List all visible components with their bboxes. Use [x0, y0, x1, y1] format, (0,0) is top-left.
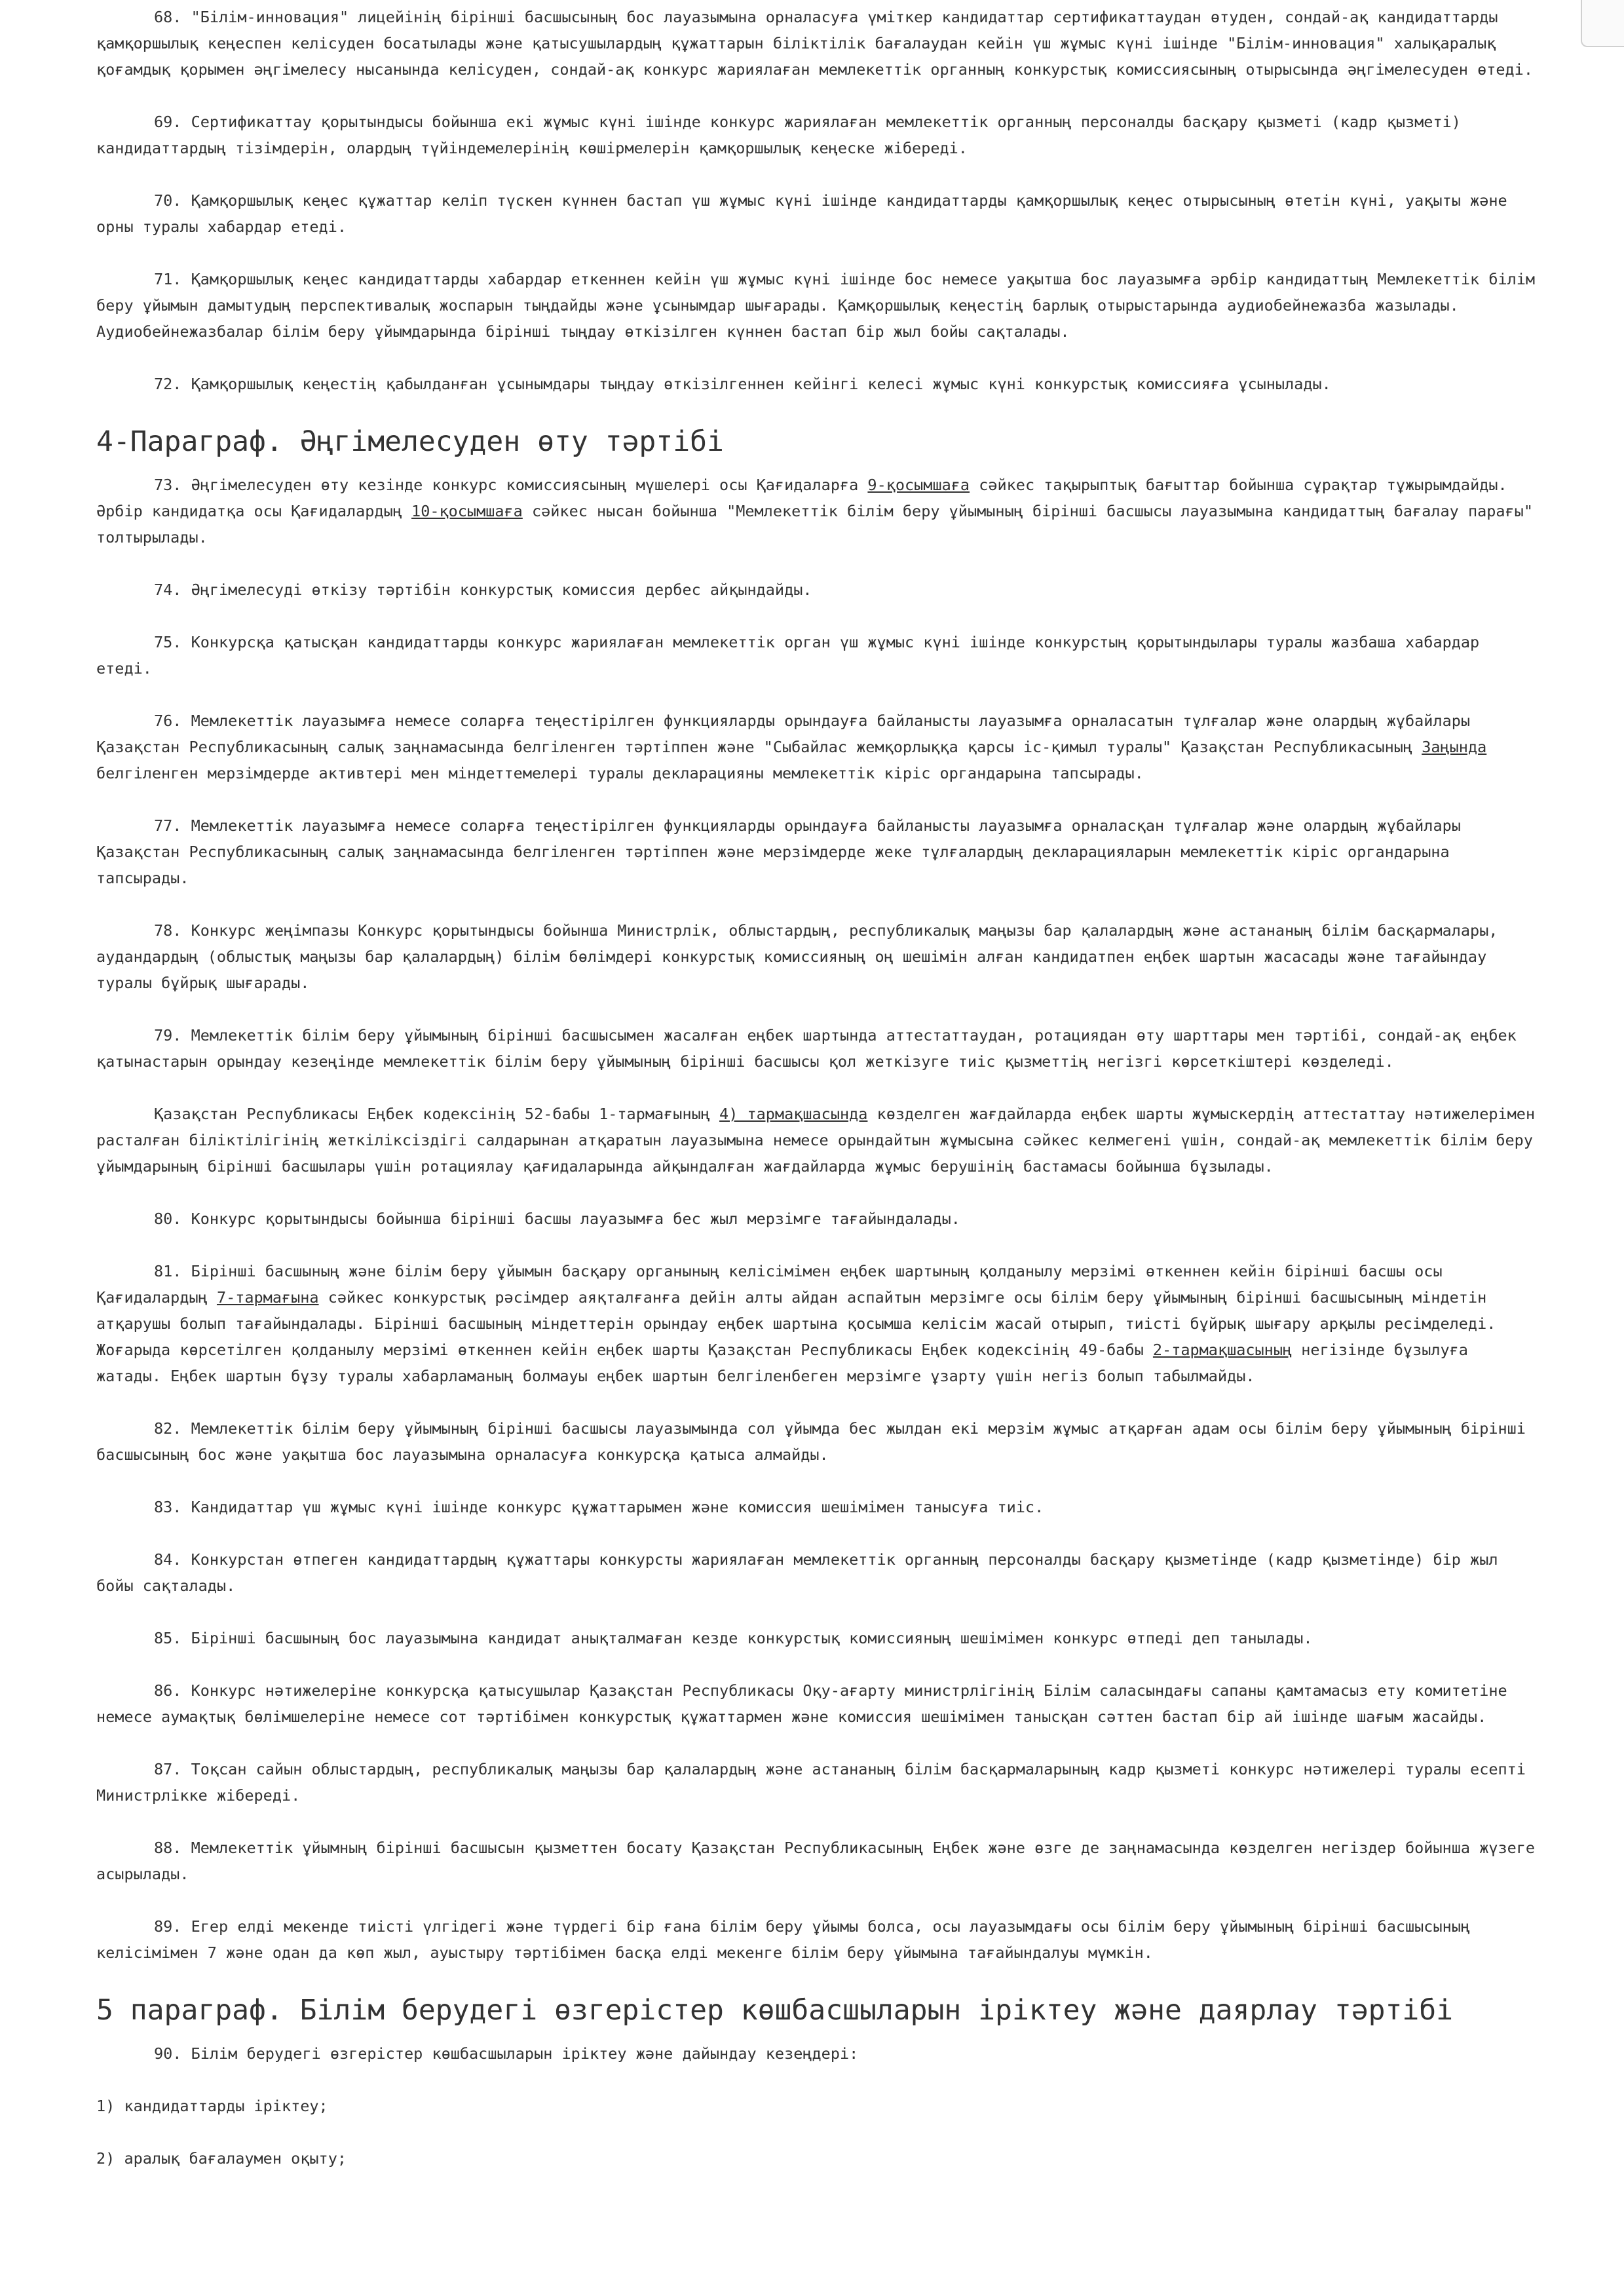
paragraph-81 [96, 1258, 1538, 1389]
paragraph-76-text-a: 76. Мемлекеттік лауазымға немесе соларға теңестірілген функцияларды орындауға байланысты лауазымға орналасатын тұлғалар және олардың жұбайлары Қазақстан Республикасының салық заңнамасында белгіленген тәртіппен және "Сыбайлас жемқорлыққа қарсы іс-қимыл туралы" Қазақстан Республикасының [96, 712, 1471, 756]
item-7-link[interactable]: 7-тармағына [216, 1288, 319, 1307]
paragraph-82: 82. Мемлекеттік білім беру ұйымының бірінші басшысы лауазымында сол ұйымда бес жылдан екі мерзім жұмыс атқарған адам осы білім беру ұйымының бірінші басшысының бос және уақытша бос лауазымына орналасуға конкурсқа қатыса алмайды. [96, 1419, 1526, 1464]
section-heading-4: 4-Параграф. Әңгімелесуден өту тәртібі [96, 425, 724, 458]
paragraph-73-text-c: сәйкес нысан бойынша "Мемлекеттік білім беру ұйымының бірінші басшысы лауазымына кандидаттың бағалау парағы" толтырылады. [96, 502, 1533, 546]
paragraph-79b-text-b: көзделген жағдайларда еңбек шарты жұмыскердің аттестаттау нәтижелерімен расталған біліктілігінің жеткіліксіздігі салдарынан атқаратын лауазымына немесе орындайтын жұмысына сәйкес келмегені үшін, сондай-ақ мемлекеттік білім беру ұйымдарының бірінші басшылары үшін ротациялау қағидаларында айқындалған жағдайларда жұмыс берушінің бастамасы бойынша бұзылады. [96, 1105, 1536, 1176]
page-corner-tab [1581, 0, 1624, 47]
subparagraph-2-link[interactable]: 2-тармақшасының [1152, 1341, 1293, 1359]
paragraph-78: 78. Конкурс жеңімпазы Конкурс қорытындысы бойынша Министрлік, облыстардың, республикалық маңызы бар қалалардың және астананың білім басқармалары, аудандардың (облыстық маңызы бар қалалардың) білім бөлімдері конкурстық комиссияның оң шешімін алған кандидатпен еңбек шартын жасасады және тағайындау туралы бұйрық шығарады. [96, 921, 1498, 992]
paragraph-76 [96, 708, 1538, 786]
paragraph-72: 72. Қамқоршылық кеңестің қабылданған ұсынымдары тыңдау өткізілгеннен кейінгі келесі жұмыс күні конкурстық комиссияға ұсынылады. [154, 375, 1331, 393]
list-item-2: 2) аралық бағалаумен оқыту; [96, 2149, 347, 2168]
law-link[interactable]: Заңында [1422, 738, 1487, 756]
paragraph-77: 77. Мемлекеттік лауазымға немесе соларға теңестірілген функцияларды орындауға байланысты лауазымға орналасқан тұлғалар және олардың жұбайлары Қазақстан Республикасының салық заңнамасында белгіленген тәртіппен және мерзімдерде жеке тұлғалардың декларацияларын мемлекеттік кіріс органдарына тапсырады. [96, 816, 1461, 887]
paragraph-85: 85. Бірінші басшының бос лауазымына кандидат анықталмаған кезде конкурстық комиссияның шешімімен конкурс өтпеді деп танылады. [154, 1629, 1313, 1647]
paragraph-69: 69. Сертификаттау қорытындысы бойынша екі жұмыс күні ішінде конкурс жариялаған мемлекеттік органның персоналды басқару қызметі (кадр қызметі) кандидаттардың тізімдерін, олардың түйіндемелерінің көшірмелерін қамқоршылық кеңеске жібереді. [96, 113, 1461, 157]
paragraph-87: 87. Тоқсан сайын облыстардың, республикалық маңызы бар қалалардың және астананың білім басқармаларының кадр қызметі конкурс нәтижелері туралы есепті Министрлікке жібереді. [96, 1760, 1526, 1805]
section-heading-5: 5 параграф. Білім берудегі өзгерістер көшбасшыларын іріктеу және даярлау тәртібі [96, 1994, 1454, 2027]
paragraph-73-text-b: сәйкес тақырыптық бағыттар бойынша сұрақтар тұжырымдайды. Әрбір кандидатқа осы Қағидалардың [96, 476, 1507, 520]
paragraph-81-text-b: сәйкес конкурстық рәсімдер аяқталғанға дейін алты айдан аспайтын мерзімге осы білім беру ұйымының бірінші басшысының міндетін атқарушы болып тағайындалады. Бірінші басшының міндеттерін орындау еңбек шартына қосымша келісім жасай отырып, тиісті бұйрық шығару арқылы ресімделеді. Жоғарыда көрсетілген қолданылу мерзімі өткеннен кейін еңбек шарты Қазақстан Республикасы Еңбек кодексінің 49-бабы [96, 1288, 1496, 1359]
paragraph-81-text-c: негізінде бұзылуға жатады. Еңбек шартын бұзу туралы хабарламаның болмауы еңбек шартын белгіленбеген мерзімге ұзарту үшін негіз болып табылмайды. [96, 1341, 1468, 1385]
paragraph-74: 74. Әңгімелесуді өткізу тәртібін конкурстық комиссия дербес айқындайды. [154, 581, 812, 599]
paragraph-80: 80. Конкурс қорытындысы бойынша бірінші басшы лауазымға бес жыл мерзімге тағайындалады. [154, 1210, 960, 1228]
paragraph-79-continuation [96, 1101, 1538, 1179]
list-item-1: 1) кандидаттарды іріктеу; [96, 2097, 328, 2115]
paragraph-79b-text-a: Қазақстан Республикасы Еңбек кодексінің 52-бабы 1-тармағының [154, 1105, 720, 1123]
paragraph-73-text-a: 73. Әңгімелесуден өту кезінде конкурс комиссиясының мүшелері осы Қағидаларға [154, 476, 868, 494]
paragraph-81-text-a: 81. Бірінші басшының және білім беру ұйымын басқару органының келісімімен еңбек шартының қолданылу мерзімі өткеннен кейін бірінші басшы осы Қағидалардың [96, 1262, 1443, 1307]
paragraph-83: 83. Кандидаттар үш жұмыс күні ішінде конкурс құжаттарымен және комиссия шешімімен танысуға тиіс. [154, 1498, 1044, 1516]
document-page [96, 0, 1538, 2198]
paragraph-90: 90. Білім берудегі өзгерістер көшбасшыларын іріктеу және дайындау кезеңдері: [154, 2044, 859, 2063]
paragraph-88: 88. Мемлекеттік ұйымның бірінші басшысын қызметтен босату Қазақстан Республикасының Еңбек және өзге де заңнамасында көзделген негіздер бойынша жүзеге асырылады. [96, 1839, 1536, 1883]
subparagraph-4-link[interactable]: 4) тармақшасында [719, 1105, 868, 1123]
paragraph-79: 79. Мемлекеттік білім беру ұйымының бірінші басшысымен жасалған еңбек шартында аттестаттаудан, ротациядан өту шарттары мен тәртібі, сондай-ақ еңбек қатынастарын орындау кезеңінде мемлекеттік білім беру ұйымының бірінші басшысы қол жеткізуге тиіс қызметтің негізгі көрсеткіштері көзделеді. [96, 1026, 1517, 1071]
paragraph-75: 75. Конкурсқа қатысқан кандидаттарды конкурс жариялаған мемлекеттік орган үш жұмыс күні ішінде конкурстың қорытындылары туралы жазбаша хабардар етеді. [96, 633, 1480, 678]
paragraph-73 [96, 472, 1538, 550]
paragraph-89: 89. Егер елді мекенде тиісті үлгідегі және түрдегі бір ғана білім беру ұйымы болса, осы лауазымдағы осы білім беру ұйымының бірінші басшысының келісімімен 7 және одан да көп жыл, ауыстыру тәртібімен басқа елді мекенге білім беру ұйымына тағайындалуы мүмкін. [96, 1917, 1471, 1962]
appendix-9-link[interactable]: 9-қосымшаға [867, 476, 970, 494]
paragraph-84: 84. Конкурстан өтпеген кандидаттардың құжаттары конкурсты жариялаған мемлекеттік органның персоналды басқару қызметінде (кадр қызметінде) бір жыл бойы сақталады. [96, 1550, 1498, 1595]
paragraph-86: 86. Конкурс нәтижелеріне конкурсқа қатысушылар Қазақстан Республикасы Оқу-ағарту министрлігінің Білім саласындағы сапаны қамтамасыз ету комитетіне немесе аумақтық бөлімшелеріне немесе сот тәртібімен конкурстық құжаттармен және комиссия шешімімен танысқан сәттен бастап бір ай ішінде шағым жасайды. [96, 1681, 1507, 1726]
paragraph-70: 70. Қамқоршылық кеңес құжаттар келіп түскен күннен бастап үш жұмыс күні ішінде кандидаттарды қамқоршылық кеңес отырысының өтетін күні, уақыты және орны туралы хабардар етеді. [96, 191, 1507, 236]
paragraph-68: 68. "Білім-инновация" лицейінің бірінші басшысының бос лауазымына орналасуға үміткер кандидаттар сертификаттаудан өтуден, сондай-ақ кандидаттарды қамқоршылық кеңеспен келісуден босатылады және қатысушылардың құжаттарын біліктілік бағалаудан кейін үш жұмыс күні ішінде "Білім-инновация" халықаралық қоғамдық қорымен әңгімелесу нысанында келісуден, сондай-ақ конкурс жариялаған мемлекеттік органның конкурстық комиссиясының отырысында әңгімелесуден өтеді. [96, 8, 1533, 79]
paragraph-71: 71. Қамқоршылық кеңес кандидаттарды хабардар еткеннен кейін үш жұмыс күні ішінде бос немесе уақытша бос лауазымға әрбір кандидаттың Мемлекеттік білім беру ұйымын дамытудың перспективалық жоспарын тыңдайды және ұсынымдар шығарады. Қамқоршылық кеңестің барлық отырыстарында аудиобейнежазба жазылады. Аудиобейнежазбалар білім беру ұйымдарында бірінші тыңдау өткізілген күннен бастап бір жыл бойы сақталады. [96, 270, 1536, 341]
paragraph-76-text-b: белгіленген мерзімдерде активтері мен міндеттемелері туралы декларацияны мемлекеттік кіріс органдарына тапсырады. [96, 764, 1144, 782]
appendix-10-link[interactable]: 10-қосымшаға [411, 502, 523, 520]
